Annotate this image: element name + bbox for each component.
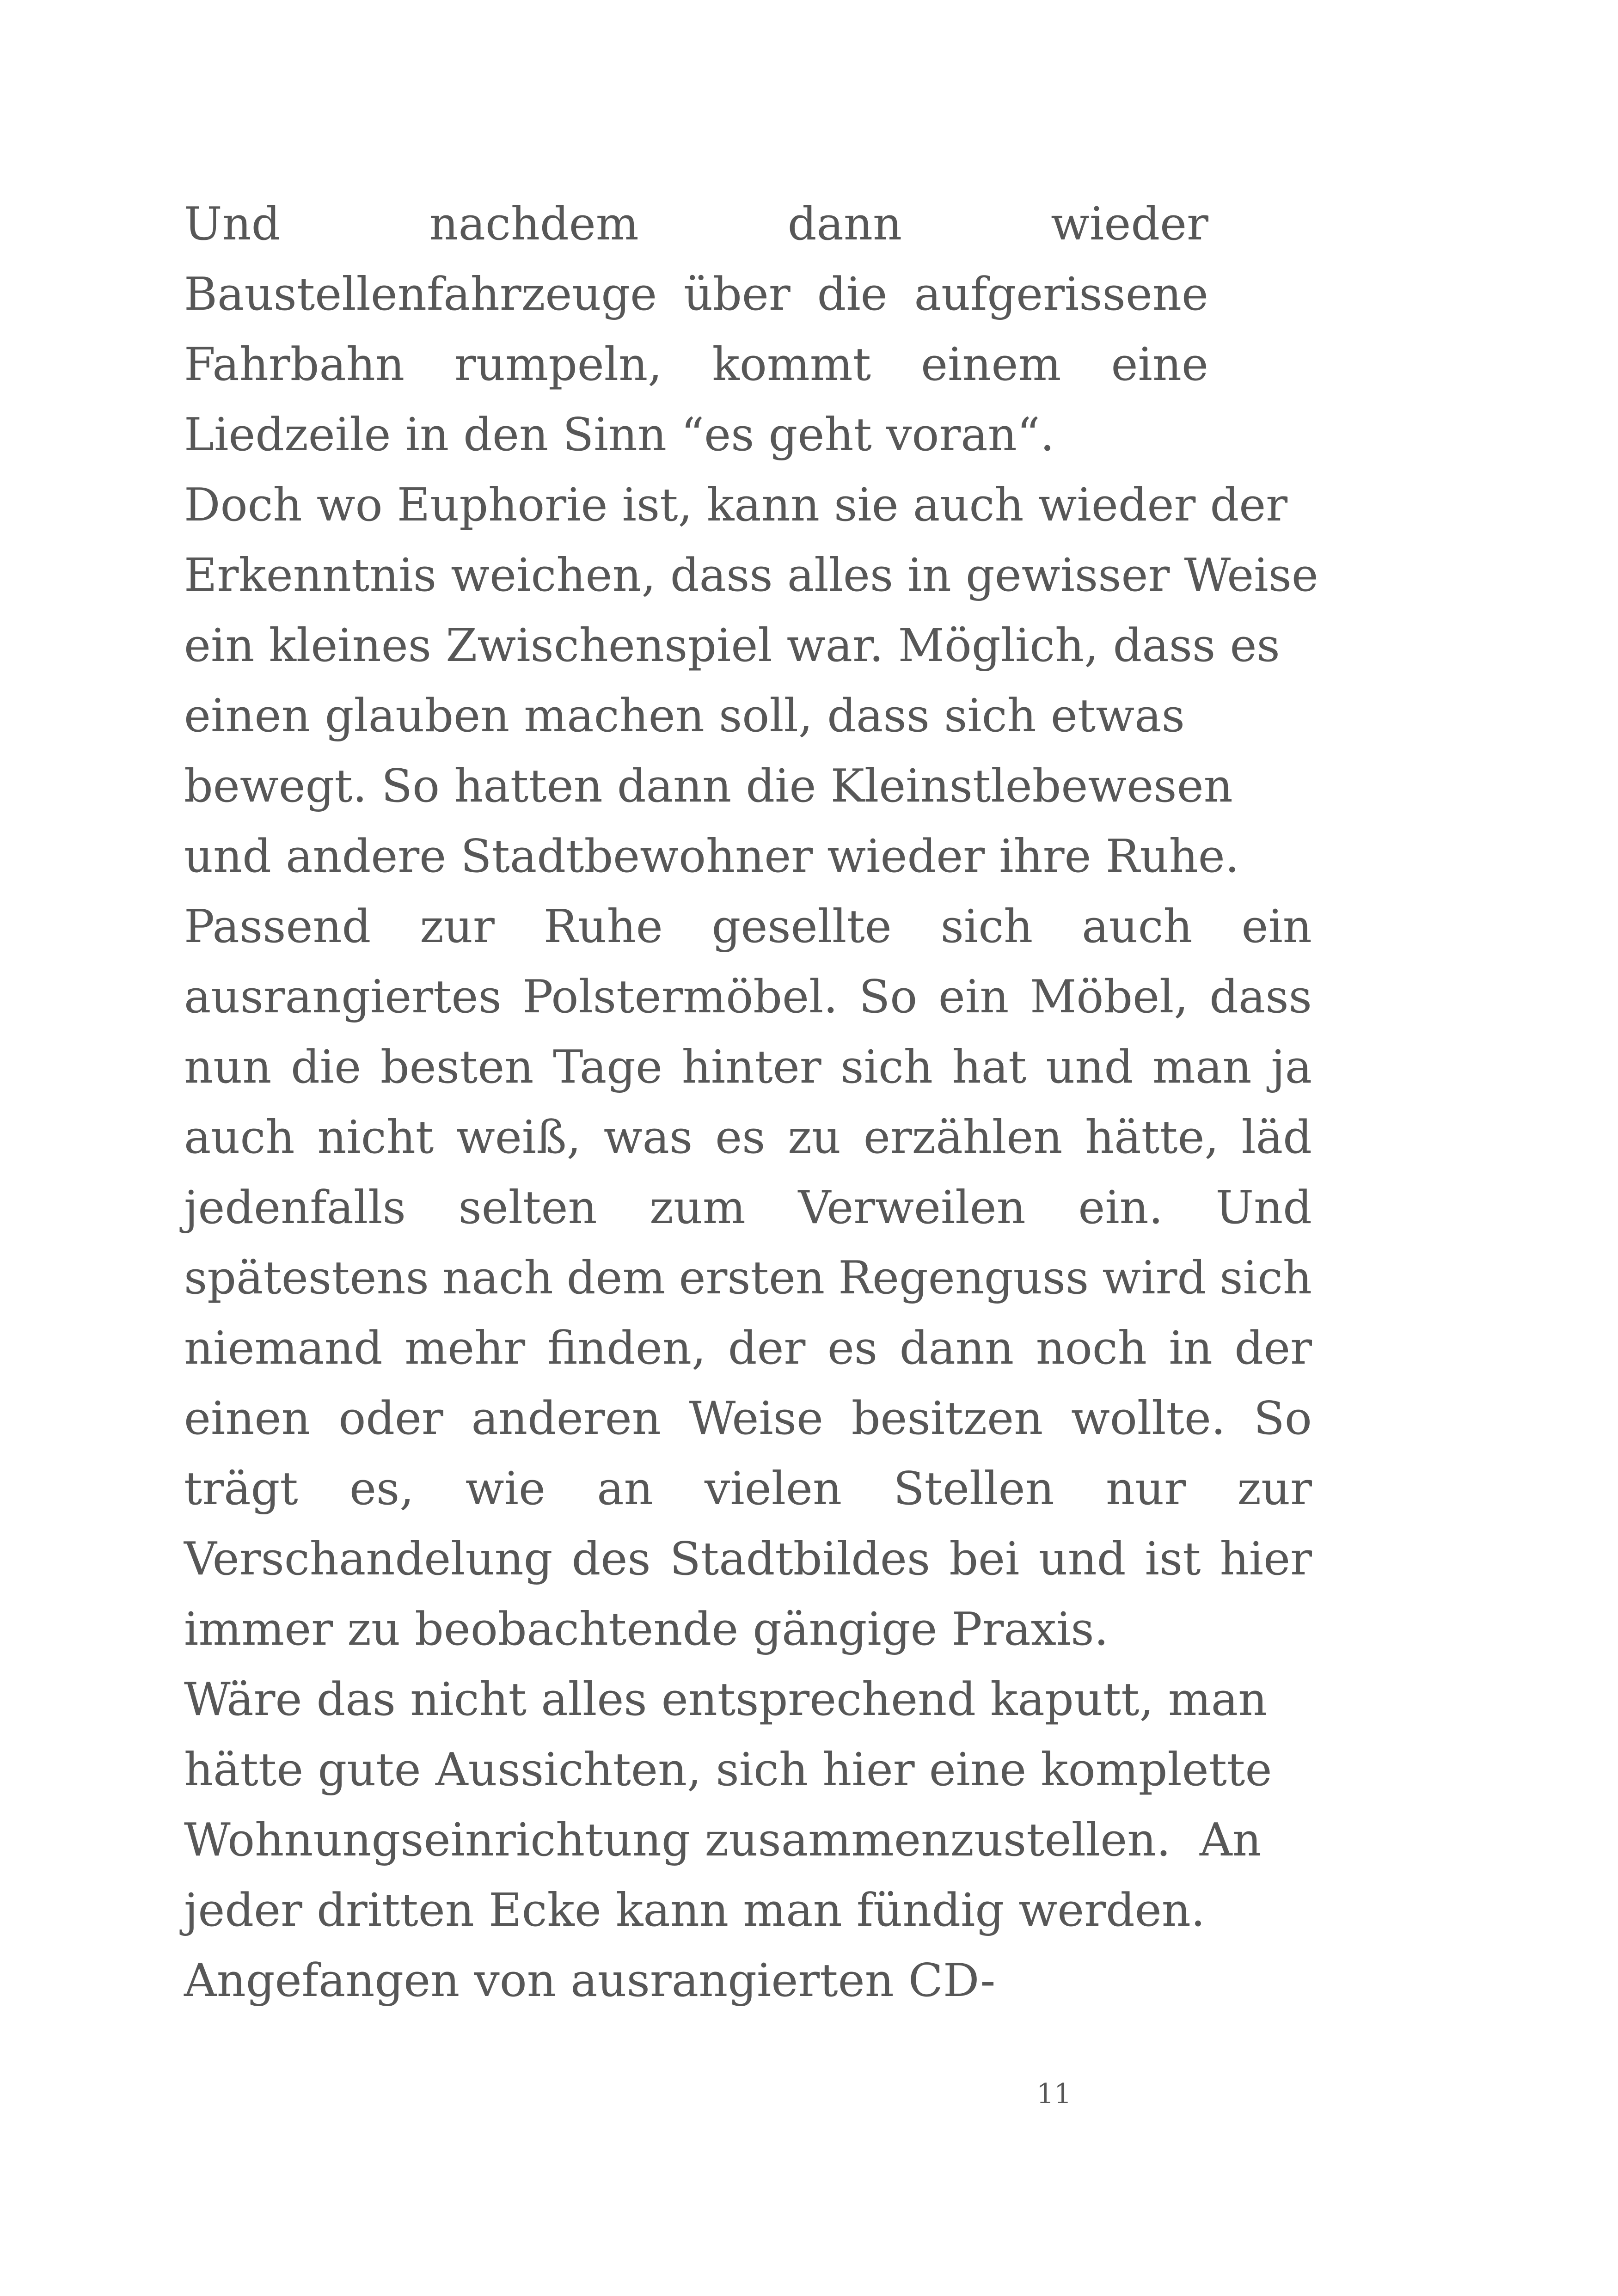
word: besten: [380, 1041, 534, 1094]
word: erzählen: [863, 1111, 1063, 1164]
word: in: [1169, 1322, 1213, 1375]
word: sich: [840, 1041, 933, 1094]
text-line: [184, 1314, 1312, 1383]
word: Ruhe: [543, 900, 663, 953]
text-line: Wohnungseinrichtung zusammenzustellen. An: [184, 1814, 1262, 1867]
word: wie: [465, 1463, 545, 1515]
word: kommt: [712, 338, 871, 391]
text-line: [184, 1033, 1312, 1102]
word: ein.: [1078, 1182, 1163, 1234]
word: Möbel,: [1030, 971, 1189, 1023]
text-line: Angefangen von ausrangierten CD-: [184, 1954, 996, 2007]
word: Weise: [689, 1392, 823, 1445]
word: Baustellenfahrzeuge: [184, 268, 657, 321]
word: hätte,: [1085, 1111, 1219, 1164]
word: und: [1038, 1533, 1126, 1586]
word: nur: [1106, 1463, 1186, 1515]
word: der: [728, 1322, 806, 1375]
text-line: [184, 330, 1208, 399]
word: einen: [184, 1392, 311, 1445]
word: vielen: [705, 1463, 842, 1515]
word: noch: [1036, 1322, 1147, 1375]
word: wollte.: [1071, 1392, 1226, 1445]
word: auch: [1082, 900, 1193, 953]
text-line: immer zu beobachtende gängige Praxis.: [184, 1603, 1109, 1656]
text-line: [184, 1243, 1312, 1313]
word: hier: [1220, 1533, 1312, 1586]
word: wieder: [1051, 198, 1208, 251]
word: wird: [1102, 1252, 1207, 1304]
word: eine: [1111, 338, 1208, 391]
text-line: [184, 1103, 1312, 1172]
text-line: [184, 260, 1208, 329]
word: dann: [899, 1322, 1014, 1375]
text-line: [184, 1384, 1312, 1453]
text-line: Doch wo Euphorie ist, kann sie auch wieder der: [184, 479, 1288, 532]
word: zu: [788, 1111, 841, 1164]
word: So: [859, 971, 918, 1023]
word: läd: [1241, 1111, 1312, 1164]
word: an: [597, 1463, 653, 1515]
word: besitzen: [851, 1392, 1043, 1445]
word: nachdem: [429, 198, 639, 251]
word: anderen: [471, 1392, 661, 1445]
word: ein: [1241, 900, 1312, 953]
text-line: [184, 1454, 1312, 1524]
word: trägt: [184, 1463, 298, 1515]
word: spätestens: [184, 1252, 429, 1304]
text-line: [184, 190, 1208, 259]
word: rumpeln,: [454, 338, 662, 391]
word: die: [817, 268, 888, 321]
text-line: [184, 962, 1312, 1032]
word: es,: [349, 1463, 414, 1515]
word: was: [603, 1111, 693, 1164]
text-line: einen glauben machen soll, dass sich etwas: [184, 690, 1185, 742]
text-line: und andere Stadtbewohner wieder ihre Ruhe.: [184, 830, 1239, 883]
word: dem: [566, 1252, 666, 1304]
text-line: [184, 1173, 1312, 1243]
word: jedenfalls: [184, 1182, 406, 1234]
text-line: ein kleines Zwischenspiel war. Möglich, dass es: [184, 619, 1280, 672]
word: Fahrbahn: [184, 338, 405, 391]
word: man: [1152, 1041, 1252, 1094]
word: aufgerissene: [914, 268, 1208, 321]
word: ersten: [679, 1252, 825, 1304]
word: Und: [184, 198, 281, 251]
word: nun: [184, 1041, 272, 1094]
word: dass: [1209, 971, 1312, 1023]
word: es: [827, 1322, 878, 1375]
word: weiß,: [456, 1111, 581, 1164]
word: einem: [921, 338, 1061, 391]
word: es: [715, 1111, 766, 1164]
word: die: [291, 1041, 362, 1094]
word: und: [1046, 1041, 1134, 1094]
page-number: 11: [1036, 2078, 1072, 2110]
word: Und: [1215, 1182, 1312, 1234]
word: dann: [787, 198, 902, 251]
word: selten: [458, 1182, 597, 1234]
word: zur: [1237, 1463, 1312, 1515]
text-line: bewegt. So hatten dann die Kleinstlebewesen: [184, 760, 1233, 813]
word: über: [684, 268, 791, 321]
word: Stellen: [893, 1463, 1054, 1515]
word: auch: [184, 1111, 295, 1164]
text-line: Wäre das nicht alles entsprechend kaputt, man: [184, 1673, 1268, 1726]
word: bei: [949, 1533, 1020, 1586]
word: finden,: [547, 1322, 706, 1375]
word: niemand: [184, 1322, 383, 1375]
text-line: hätte gute Aussichten, sich hier eine komplette: [184, 1744, 1272, 1796]
word: ausrangiertes: [184, 971, 502, 1023]
word: mehr: [404, 1322, 526, 1375]
text-line: Erkenntnis weichen, dass alles in gewisser Weise: [184, 549, 1318, 602]
word: des: [571, 1533, 651, 1586]
word: nicht: [317, 1111, 434, 1164]
word: zur: [420, 900, 495, 953]
word: zum: [650, 1182, 746, 1234]
word: Verschandelung: [184, 1533, 553, 1586]
word: Verweilen: [798, 1182, 1026, 1234]
word: ja: [1271, 1041, 1312, 1094]
word: der: [1234, 1322, 1312, 1375]
text-line: jeder dritten Ecke kann man fündig werden.: [184, 1884, 1206, 1937]
word: oder: [338, 1392, 443, 1445]
word: ein: [938, 971, 1009, 1023]
word: sich: [1220, 1252, 1312, 1304]
word: gesellte: [711, 900, 892, 953]
word: Regenguss: [838, 1252, 1089, 1304]
word: ist: [1145, 1533, 1201, 1586]
word: sich: [940, 900, 1033, 953]
word: Stadtbildes: [669, 1533, 931, 1586]
word: Passend: [184, 900, 371, 953]
text-line: [184, 1525, 1312, 1594]
word: Tage: [553, 1041, 663, 1094]
word: nach: [442, 1252, 553, 1304]
word: hat: [952, 1041, 1027, 1094]
word: hinter: [681, 1041, 821, 1094]
text-line: Liedzeile in den Sinn “es geht voran“.: [184, 409, 1055, 461]
word: Polstermöbel.: [522, 971, 838, 1023]
word: So: [1253, 1392, 1312, 1445]
text-line: [184, 892, 1312, 961]
